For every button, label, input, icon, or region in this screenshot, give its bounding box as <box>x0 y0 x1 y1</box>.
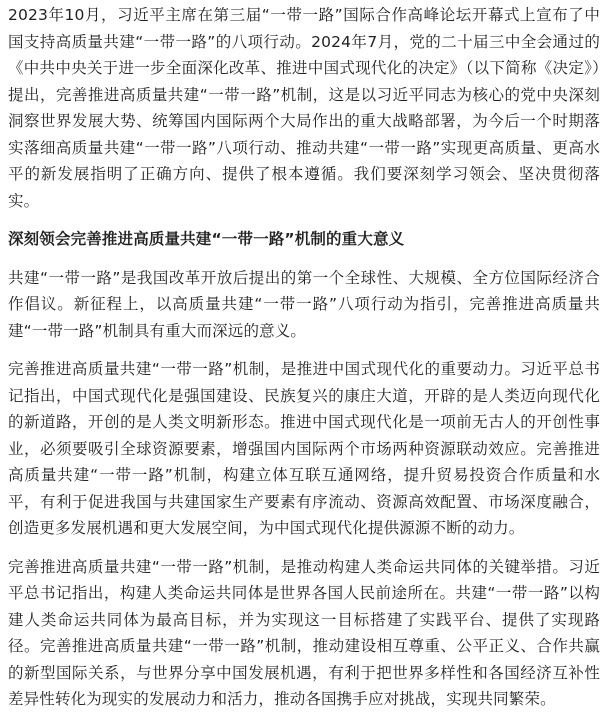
intro-paragraph: 2023年10月，习近平主席在第三届“一带一路”国际合作高峰论坛开幕式上宣布了中国支持高质量共建“一带一路”的八项行动。2024年7月，党的二十届三中全会通过的《中共中央关于进一步全面深化改革、推进中国式现代化的决定》（以下简称《决定》）提出，完善推进高质量共建“一带一路”机制，这是以习近平同志为核心的党中央深刻洞察世界发展大势、统筹国内国际两个大局作出的重大战略部署，为今后一个时期落实落细高质量共建“一带一路”八项行动、推动共建“一带一路”实现更高质量、更高水平的新发展指明了正确方向、提供了根本遵循。我们要深刻学习领会、坚决贯彻落实。 <box>8 6 600 210</box>
section-heading: 深刻领会完善推进高质量共建“一带一路”机制的重大意义 <box>8 230 405 248</box>
section-paragraph-1: 共建“一带一路”是我国改革开放后提出的第一个全球性、大规模、全方位国际经济合作倡议。新征程上，以高质量共建“一带一路”八项行动为指引，完善推进高质量共建“一带一路”机制具有重大而深远的意义。 <box>8 268 600 340</box>
section-paragraph-3: 完善推进高质量共建“一带一路”机制，是推动构建人类命运共同体的关键举措。习近平总书记指出，构建人类命运共同体是世界各国人民前途所在。共建“一带一路”以构建人类命运共同体为最高目标，并为实现这一目标搭建了实践平台、提供了实现路径。完善推进高质量共建“一带一路”机制，推动建设相互尊重、公平正义、合作共赢的新型国际关系，与世界分享中国发展机遇，有利于把世界多样性和各国经济互补性差异性转化为现实的发展动力和活力，推动各国携手应对挑战，实现共同繁荣。 <box>8 557 600 708</box>
section-paragraph-2: 完善推进高质量共建“一带一路”机制，是推进中国式现代化的重要动力。习近平总书记指出，中国式现代化是强国建设、民族复兴的康庄大道，开辟的是人类迈向现代化的新道路，开创的是人类文明新形态。推进中国式现代化是一项前无古人的开创性事业，必须要吸引全球资源要素，增强国内国际两个市场两种资源联动效应。完善推进高质量共建“一带一路”机制，构建立体互联互通网络，提升贸易投资合作质量和水平，有利于促进我国与共建国家生产要素有序流动、资源高效配置、市场深度融合，创造更多发展机遇和更大发展空间，为中国式现代化提供源源不断的动力。 <box>8 360 600 537</box>
